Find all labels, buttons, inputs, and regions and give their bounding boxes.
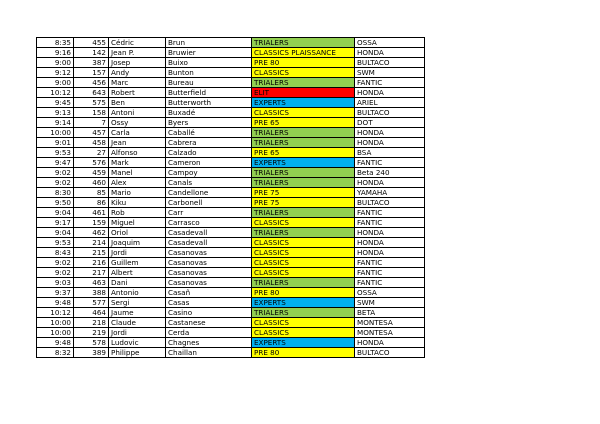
first-name-cell: Oriol <box>109 228 166 238</box>
brand-cell: Beta 240 <box>355 168 425 178</box>
first-name-cell: Miguel <box>109 218 166 228</box>
rider-number-cell: 460 <box>74 178 109 188</box>
last-name-cell: Chaillan <box>166 348 252 358</box>
first-name-cell: Ben <box>109 98 166 108</box>
first-name-cell: Sergi <box>109 298 166 308</box>
brand-cell: BULTACO <box>355 348 425 358</box>
brand-cell: SWM <box>355 298 425 308</box>
table-row <box>37 298 425 308</box>
category-cell: PRE 75 <box>252 198 355 208</box>
rider-number-cell: 218 <box>74 318 109 328</box>
last-name-cell: Cabrera <box>166 138 252 148</box>
table-row <box>37 278 425 288</box>
start-time-cell: 9:37 <box>37 288 74 298</box>
table-row <box>37 208 425 218</box>
rider-number-cell: 462 <box>74 228 109 238</box>
first-name-cell: Cédric <box>109 38 166 48</box>
first-name-cell: Antoni <box>109 108 166 118</box>
brand-cell: BULTACO <box>355 58 425 68</box>
rider-number-cell: 575 <box>74 98 109 108</box>
last-name-cell: Castanese <box>166 318 252 328</box>
rider-number-cell: 457 <box>74 128 109 138</box>
rider-number-cell: 458 <box>74 138 109 148</box>
last-name-cell: Casadevall <box>166 238 252 248</box>
start-time-cell: 9:00 <box>37 58 74 68</box>
rider-number-cell: 388 <box>74 288 109 298</box>
table-row <box>37 318 425 328</box>
start-time-cell: 10:00 <box>37 328 74 338</box>
first-name-cell: Philippe <box>109 348 166 358</box>
rider-number-cell: 219 <box>74 328 109 338</box>
table-row <box>37 48 425 58</box>
table-row <box>37 168 425 178</box>
start-time-cell: 9:02 <box>37 268 74 278</box>
last-name-cell: Casas <box>166 298 252 308</box>
table-row <box>37 138 425 148</box>
entry-table <box>36 37 425 358</box>
rider-number-cell: 459 <box>74 168 109 178</box>
first-name-cell: Antonio <box>109 288 166 298</box>
category-cell: CLASSICS <box>252 248 355 258</box>
brand-cell: BULTACO <box>355 198 425 208</box>
category-cell: TRIALERS <box>252 208 355 218</box>
first-name-cell: Robert <box>109 88 166 98</box>
rider-number-cell: 27 <box>74 148 109 158</box>
rider-number-cell: 578 <box>74 338 109 348</box>
table-row <box>37 158 425 168</box>
first-name-cell: Albert <box>109 268 166 278</box>
category-cell: TRIALERS <box>252 128 355 138</box>
brand-cell: FANTIC <box>355 268 425 278</box>
table-row <box>37 228 425 238</box>
last-name-cell: Carrasco <box>166 218 252 228</box>
rider-number-cell: 389 <box>74 348 109 358</box>
rider-number-cell: 86 <box>74 198 109 208</box>
start-time-cell: 8:30 <box>37 188 74 198</box>
first-name-cell: Josep <box>109 58 166 68</box>
start-time-cell: 9:53 <box>37 148 74 158</box>
table-row <box>37 148 425 158</box>
first-name-cell: Kiku <box>109 198 166 208</box>
brand-cell: BSA <box>355 148 425 158</box>
start-time-cell: 9:47 <box>37 158 74 168</box>
rider-number-cell: 464 <box>74 308 109 318</box>
last-name-cell: Caballé <box>166 128 252 138</box>
last-name-cell: Cerda <box>166 328 252 338</box>
rider-number-cell: 85 <box>74 188 109 198</box>
table-row <box>37 38 425 48</box>
entry-list-sheet <box>36 37 424 358</box>
last-name-cell: Casino <box>166 308 252 318</box>
brand-cell: ARIEL <box>355 98 425 108</box>
first-name-cell: Jean <box>109 138 166 148</box>
brand-cell: DOT <box>355 118 425 128</box>
rider-number-cell: 158 <box>74 108 109 118</box>
last-name-cell: Bureau <box>166 78 252 88</box>
category-cell: CLASSICS <box>252 68 355 78</box>
category-cell: CLASSICS PLAISSANCE <box>252 48 355 58</box>
first-name-cell: Ossy <box>109 118 166 128</box>
category-cell: PRE 80 <box>252 288 355 298</box>
category-cell: CLASSICS <box>252 218 355 228</box>
start-time-cell: 10:00 <box>37 318 74 328</box>
table-row <box>37 78 425 88</box>
rider-number-cell: 387 <box>74 58 109 68</box>
first-name-cell: Manel <box>109 168 166 178</box>
last-name-cell: Bruwier <box>166 48 252 58</box>
last-name-cell: Carbonell <box>166 198 252 208</box>
rider-number-cell: 142 <box>74 48 109 58</box>
first-name-cell: Marc <box>109 78 166 88</box>
brand-cell: FANTIC <box>355 258 425 268</box>
table-row <box>37 118 425 128</box>
table-row <box>37 178 425 188</box>
last-name-cell: Casanovas <box>166 258 252 268</box>
last-name-cell: Bunton <box>166 68 252 78</box>
category-cell: EXPERTS <box>252 98 355 108</box>
start-time-cell: 10:12 <box>37 308 74 318</box>
first-name-cell: Jordi <box>109 328 166 338</box>
start-time-cell: 9:01 <box>37 138 74 148</box>
last-name-cell: Buxadé <box>166 108 252 118</box>
table-row <box>37 58 425 68</box>
first-name-cell: Alfonso <box>109 148 166 158</box>
rider-number-cell: 456 <box>74 78 109 88</box>
table-row <box>37 328 425 338</box>
start-time-cell: 9:48 <box>37 298 74 308</box>
table-row <box>37 268 425 278</box>
brand-cell: FANTIC <box>355 158 425 168</box>
start-time-cell: 9:04 <box>37 228 74 238</box>
brand-cell: BULTACO <box>355 108 425 118</box>
brand-cell: FANTIC <box>355 278 425 288</box>
brand-cell: HONDA <box>355 178 425 188</box>
table-row <box>37 248 425 258</box>
rider-number-cell: 643 <box>74 88 109 98</box>
start-time-cell: 9:04 <box>37 208 74 218</box>
last-name-cell: Byers <box>166 118 252 128</box>
brand-cell: HONDA <box>355 138 425 148</box>
start-time-cell: 9:02 <box>37 178 74 188</box>
start-time-cell: 9:53 <box>37 238 74 248</box>
table-row <box>37 338 425 348</box>
start-time-cell: 9:16 <box>37 48 74 58</box>
start-time-cell: 9:00 <box>37 78 74 88</box>
first-name-cell: Jean P. <box>109 48 166 58</box>
category-cell: CLASSICS <box>252 258 355 268</box>
category-cell: TRIALERS <box>252 38 355 48</box>
brand-cell: HONDA <box>355 48 425 58</box>
table-row <box>37 108 425 118</box>
last-name-cell: Chagnes <box>166 338 252 348</box>
table-row <box>37 88 425 98</box>
brand-cell: HONDA <box>355 228 425 238</box>
start-time-cell: 9:13 <box>37 108 74 118</box>
first-name-cell: Joaquim <box>109 238 166 248</box>
brand-cell: MONTESA <box>355 328 425 338</box>
last-name-cell: Campoy <box>166 168 252 178</box>
table-row <box>37 128 425 138</box>
first-name-cell: Andy <box>109 68 166 78</box>
start-time-cell: 10:12 <box>37 88 74 98</box>
brand-cell: SWM <box>355 68 425 78</box>
start-time-cell: 9:12 <box>37 68 74 78</box>
rider-number-cell: 463 <box>74 278 109 288</box>
first-name-cell: Carla <box>109 128 166 138</box>
last-name-cell: Casadevall <box>166 228 252 238</box>
first-name-cell: Rob <box>109 208 166 218</box>
table-row <box>37 308 425 318</box>
first-name-cell: Mario <box>109 188 166 198</box>
category-cell: TRIALERS <box>252 278 355 288</box>
start-time-cell: 9:45 <box>37 98 74 108</box>
brand-cell: YAMAHA <box>355 188 425 198</box>
start-time-cell: 8:35 <box>37 38 74 48</box>
category-cell: TRIALERS <box>252 178 355 188</box>
first-name-cell: Guillem <box>109 258 166 268</box>
brand-cell: HONDA <box>355 238 425 248</box>
entry-table-body <box>37 38 425 358</box>
category-cell: ELIT <box>252 88 355 98</box>
brand-cell: FANTIC <box>355 78 425 88</box>
start-time-cell: 8:32 <box>37 348 74 358</box>
start-time-cell: 9:02 <box>37 258 74 268</box>
first-name-cell: Mark <box>109 158 166 168</box>
rider-number-cell: 215 <box>74 248 109 258</box>
category-cell: PRE 80 <box>252 348 355 358</box>
table-row <box>37 218 425 228</box>
category-cell: TRIALERS <box>252 228 355 238</box>
brand-cell: MONTESA <box>355 318 425 328</box>
first-name-cell: Ludovic <box>109 338 166 348</box>
last-name-cell: Brun <box>166 38 252 48</box>
first-name-cell: Claude <box>109 318 166 328</box>
table-row <box>37 68 425 78</box>
table-row <box>37 348 425 358</box>
last-name-cell: Carr <box>166 208 252 218</box>
table-row <box>37 188 425 198</box>
start-time-cell: 9:48 <box>37 338 74 348</box>
category-cell: CLASSICS <box>252 108 355 118</box>
rider-number-cell: 159 <box>74 218 109 228</box>
category-cell: EXPERTS <box>252 338 355 348</box>
first-name-cell: Jaume <box>109 308 166 318</box>
last-name-cell: Candellone <box>166 188 252 198</box>
start-time-cell: 9:02 <box>37 168 74 178</box>
last-name-cell: Butterfield <box>166 88 252 98</box>
last-name-cell: Calzado <box>166 148 252 158</box>
brand-cell: HONDA <box>355 338 425 348</box>
category-cell: TRIALERS <box>252 168 355 178</box>
category-cell: CLASSICS <box>252 328 355 338</box>
rider-number-cell: 216 <box>74 258 109 268</box>
rider-number-cell: 461 <box>74 208 109 218</box>
category-cell: PRE 65 <box>252 118 355 128</box>
start-time-cell: 10:00 <box>37 128 74 138</box>
brand-cell: FANTIC <box>355 208 425 218</box>
brand-cell: OSSA <box>355 288 425 298</box>
rider-number-cell: 577 <box>74 298 109 308</box>
category-cell: CLASSICS <box>252 268 355 278</box>
category-cell: TRIALERS <box>252 138 355 148</box>
last-name-cell: Cameron <box>166 158 252 168</box>
rider-number-cell: 214 <box>74 238 109 248</box>
brand-cell: OSSA <box>355 38 425 48</box>
last-name-cell: Casanovas <box>166 278 252 288</box>
first-name-cell: Dani <box>109 278 166 288</box>
brand-cell: HONDA <box>355 128 425 138</box>
category-cell: TRIALERS <box>252 78 355 88</box>
start-time-cell: 9:14 <box>37 118 74 128</box>
category-cell: CLASSICS <box>252 318 355 328</box>
last-name-cell: Casanovas <box>166 248 252 258</box>
last-name-cell: Casañ <box>166 288 252 298</box>
category-cell: PRE 80 <box>252 58 355 68</box>
last-name-cell: Buixo <box>166 58 252 68</box>
first-name-cell: Jordi <box>109 248 166 258</box>
rider-number-cell: 7 <box>74 118 109 128</box>
category-cell: PRE 75 <box>252 188 355 198</box>
table-row <box>37 288 425 298</box>
rider-number-cell: 217 <box>74 268 109 278</box>
last-name-cell: Butterworth <box>166 98 252 108</box>
category-cell: EXPERTS <box>252 158 355 168</box>
brand-cell: FANTIC <box>355 218 425 228</box>
category-cell: PRE 65 <box>252 148 355 158</box>
last-name-cell: Canals <box>166 178 252 188</box>
start-time-cell: 8:43 <box>37 248 74 258</box>
table-row <box>37 238 425 248</box>
table-row <box>37 98 425 108</box>
rider-number-cell: 157 <box>74 68 109 78</box>
category-cell: TRIALERS <box>252 308 355 318</box>
start-time-cell: 9:17 <box>37 218 74 228</box>
start-time-cell: 9:03 <box>37 278 74 288</box>
rider-number-cell: 455 <box>74 38 109 48</box>
rider-number-cell: 576 <box>74 158 109 168</box>
table-row <box>37 258 425 268</box>
first-name-cell: Alex <box>109 178 166 188</box>
last-name-cell: Casanovas <box>166 268 252 278</box>
brand-cell: BETA <box>355 308 425 318</box>
table-row <box>37 198 425 208</box>
start-time-cell: 9:50 <box>37 198 74 208</box>
category-cell: CLASSICS <box>252 238 355 248</box>
category-cell: EXPERTS <box>252 298 355 308</box>
brand-cell: HONDA <box>355 248 425 258</box>
brand-cell: HONDA <box>355 88 425 98</box>
